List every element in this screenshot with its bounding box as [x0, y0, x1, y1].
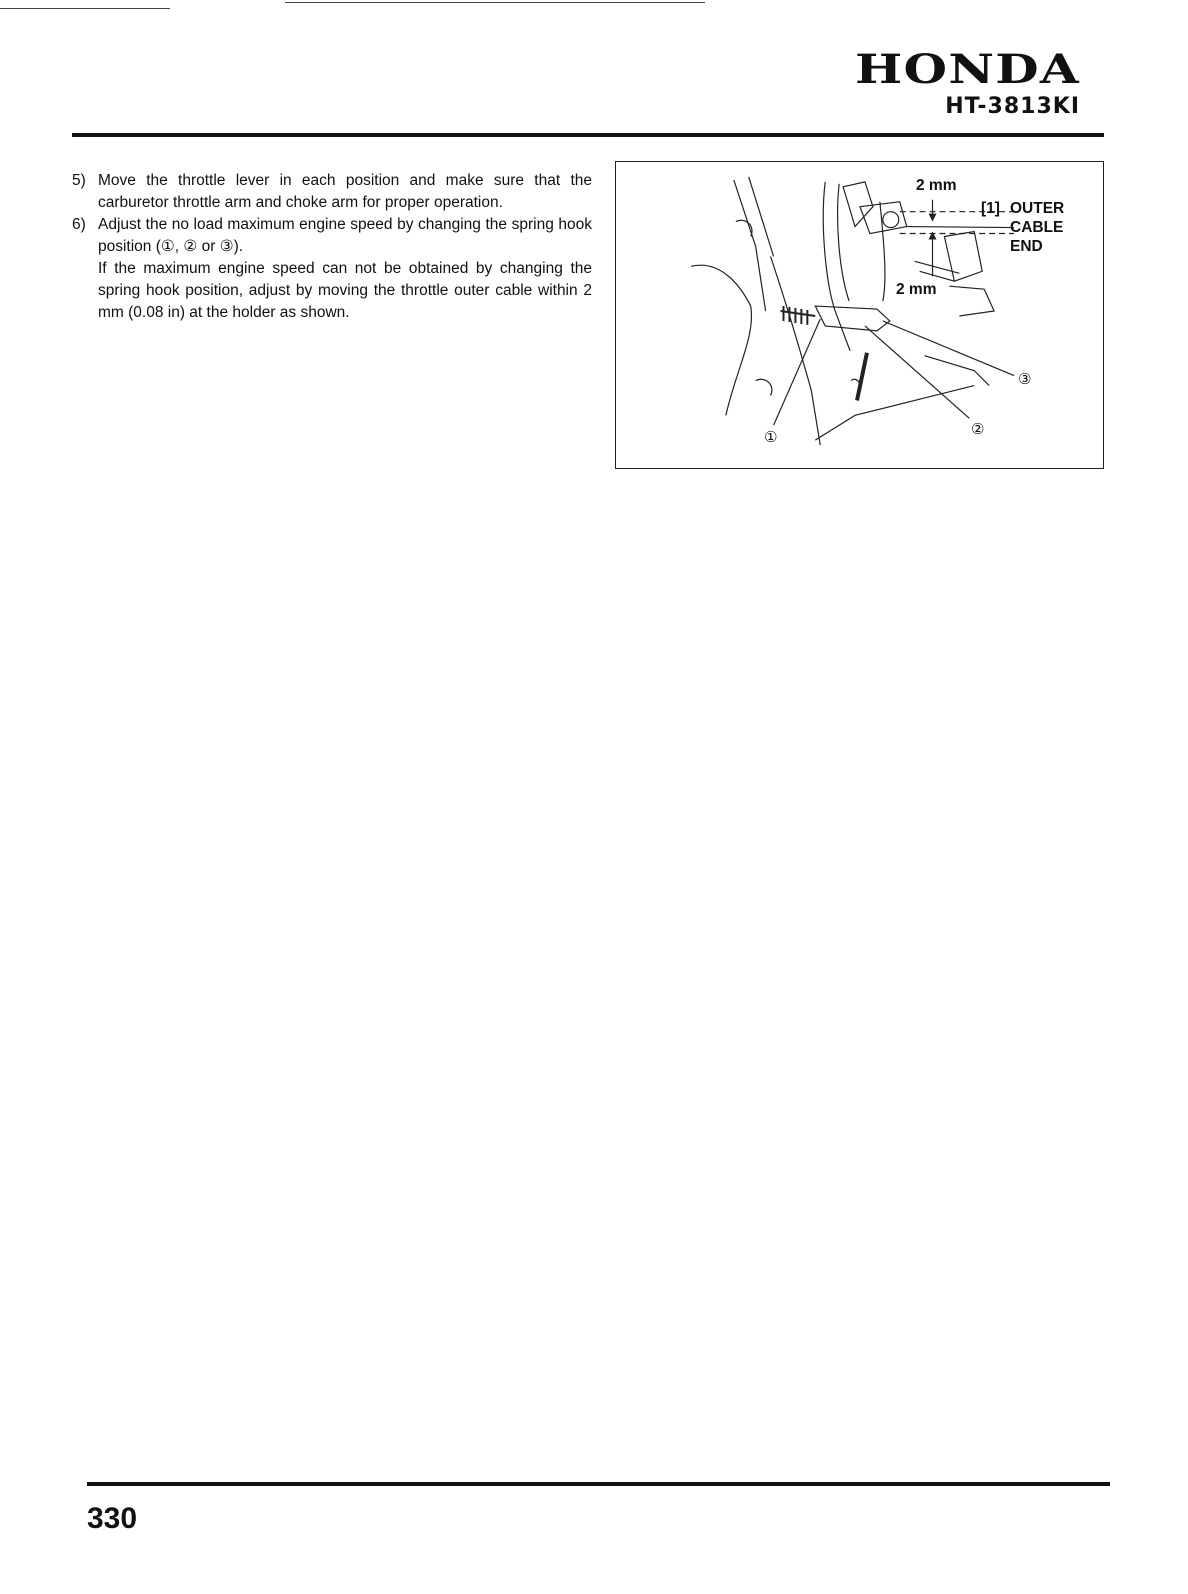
- outer-cable-end-label-line1: OUTER: [1010, 200, 1065, 217]
- step-6: [72, 214, 592, 324]
- scan-edge-line-left: [0, 8, 170, 9]
- bracket: [843, 182, 873, 227]
- brand-logo: HONDA: [855, 46, 1080, 93]
- footer-rule: [87, 1482, 1110, 1486]
- step-number: 5): [72, 172, 86, 189]
- leader-callout-3: [883, 321, 1014, 376]
- callout-1: ①: [764, 429, 778, 446]
- cable-guide: [880, 202, 885, 301]
- lower-body: [815, 356, 989, 440]
- step-note: If the maximum engine speed can not be obtained by changing the spring hook position, adjust by moving the throttle outer cable within 2 mm (0.08 in) at the holder as shown.: [98, 260, 592, 321]
- linkage-shaft: [823, 182, 850, 351]
- outer-cable-leader: [907, 227, 1014, 228]
- engine-housing-curve: [691, 265, 751, 415]
- dim-arrowhead-bottom: [929, 232, 937, 240]
- outer-cable-end-label-index: [1]: [981, 200, 1000, 217]
- callout-3: ③: [1018, 371, 1032, 388]
- throttle-cable-figure: [615, 161, 1104, 469]
- throttle-arm-left: [734, 177, 774, 311]
- page-number: 330: [87, 1502, 138, 1535]
- scan-edge-line-center: [285, 2, 705, 3]
- step-number: 6): [72, 216, 86, 233]
- holder-lines: [915, 261, 960, 281]
- leader-callout-1: [774, 319, 821, 425]
- callout-2: ②: [971, 421, 985, 438]
- cable-end-ring: [883, 212, 899, 228]
- dimension-label-bottom: 2 mm: [896, 281, 937, 298]
- throttle-lever: [815, 306, 890, 331]
- leader-callout-2: [865, 326, 969, 418]
- dim-arrowhead-top: [929, 214, 937, 222]
- step-5: [72, 170, 592, 214]
- dimension-label-top: 2 mm: [916, 177, 957, 194]
- right-bracket: [944, 232, 994, 316]
- spring-vertical: [857, 353, 867, 401]
- body-outline: [771, 256, 821, 445]
- outer-cable-end-label-line3: END: [1010, 238, 1043, 255]
- spring-coil: [781, 306, 816, 325]
- step-text: Move the throttle lever in each position and make sure that the carburetor throttle arm and choke arm for proper operation.: [98, 172, 592, 211]
- model-number: HT-3813KI: [945, 94, 1080, 119]
- procedure-steps: [72, 170, 592, 324]
- step-text: Adjust the no load maximum engine speed by changing the spring hook position (①, ② or ③).: [98, 216, 592, 255]
- header-rule: [72, 133, 1104, 137]
- outer-cable-end-label-line2: CABLE: [1010, 219, 1064, 236]
